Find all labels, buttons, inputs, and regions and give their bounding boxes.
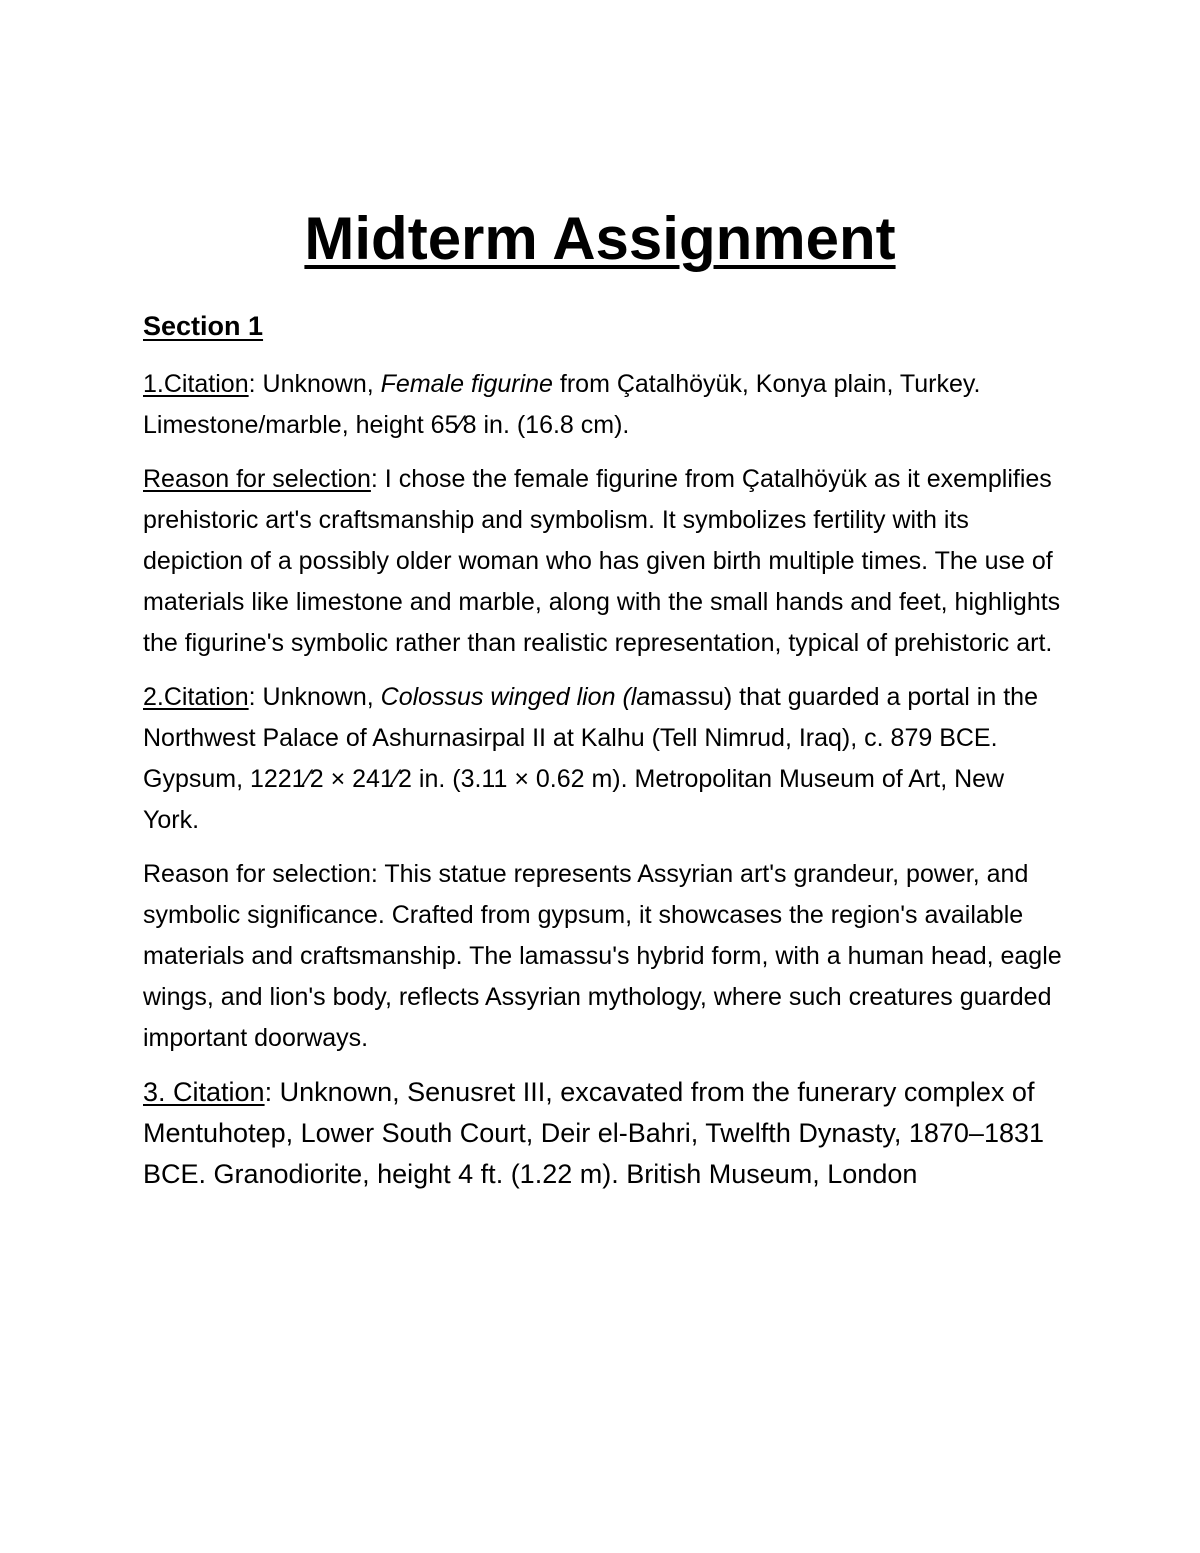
citation-2-text-b: massu) that guarded a portal in the Northwest Palace of Ashurnasirpal II at Kalhu (Tell Nimrud, Iraq), c. 879 BCE. Gypsum, 1221⁄2 × 241⁄2 in. (3.11 × 0.62 m). Metropolitan Museum of Art, New York. — [143, 683, 1038, 834]
reason-2 — [143, 854, 1063, 1059]
citation-1 — [143, 364, 1063, 446]
citation-1-text-a: : Unknown, — [248, 370, 381, 398]
document-title: Midterm Assignment — [304, 205, 896, 272]
section-heading: Section 1 — [143, 311, 264, 341]
citation-2-artwork-title: Colossus winged lion (la — [380, 683, 651, 711]
citation-2-text-a: : Unknown, — [248, 683, 381, 711]
citation-3-text: : Unknown, Senusret III, excavated from the funerary complex of Mentuhotep, Lower South Court, Deir el-Bahri, Twelfth Dynasty, 1870–1831 BCE. Granodiorite, height 4 ft. (1.22 m). British Museum, London — [143, 1077, 1045, 1189]
citation-1-label: 1.Citation — [143, 370, 249, 398]
citation-1-text-b: from Çatalhöyük, Konya plain, Turkey. Limestone/marble, height 65⁄8 in. (16.8 cm). — [143, 370, 981, 439]
reason-1 — [143, 459, 1063, 664]
citation-3 — [143, 1072, 1063, 1195]
citation-1-artwork-title: Female figurine — [380, 370, 553, 398]
document-body — [143, 364, 1063, 1208]
reason-2-text: Reason for selection: This statue represents Assyrian art's grandeur, power, and symbolic significance. Crafted from gypsum, it showcases the region's available materials and craftsmanship. The lamassu's hybrid form, with a human head, eagle wings, and lion's body, reflects Assyrian mythology, where such creatures guarded important doorways. — [143, 860, 1062, 1052]
reason-1-label: Reason for selection — [143, 465, 371, 493]
citation-3-label: 3. Citation — [143, 1077, 265, 1107]
citation-2-label: 2.Citation — [143, 683, 249, 711]
reason-1-text: : I chose the female figurine from Çatalhöyük as it exemplifies prehistoric art's craftsmanship and symbolism. It symbolizes fertility with its depiction of a possibly older woman who has given birth multiple times. The use of materials like limestone and marble, along with the small hands and feet, highlights the figurine's symbolic rather than realistic representation, typical of prehistoric art. — [143, 465, 1061, 657]
citation-2 — [143, 677, 1063, 841]
